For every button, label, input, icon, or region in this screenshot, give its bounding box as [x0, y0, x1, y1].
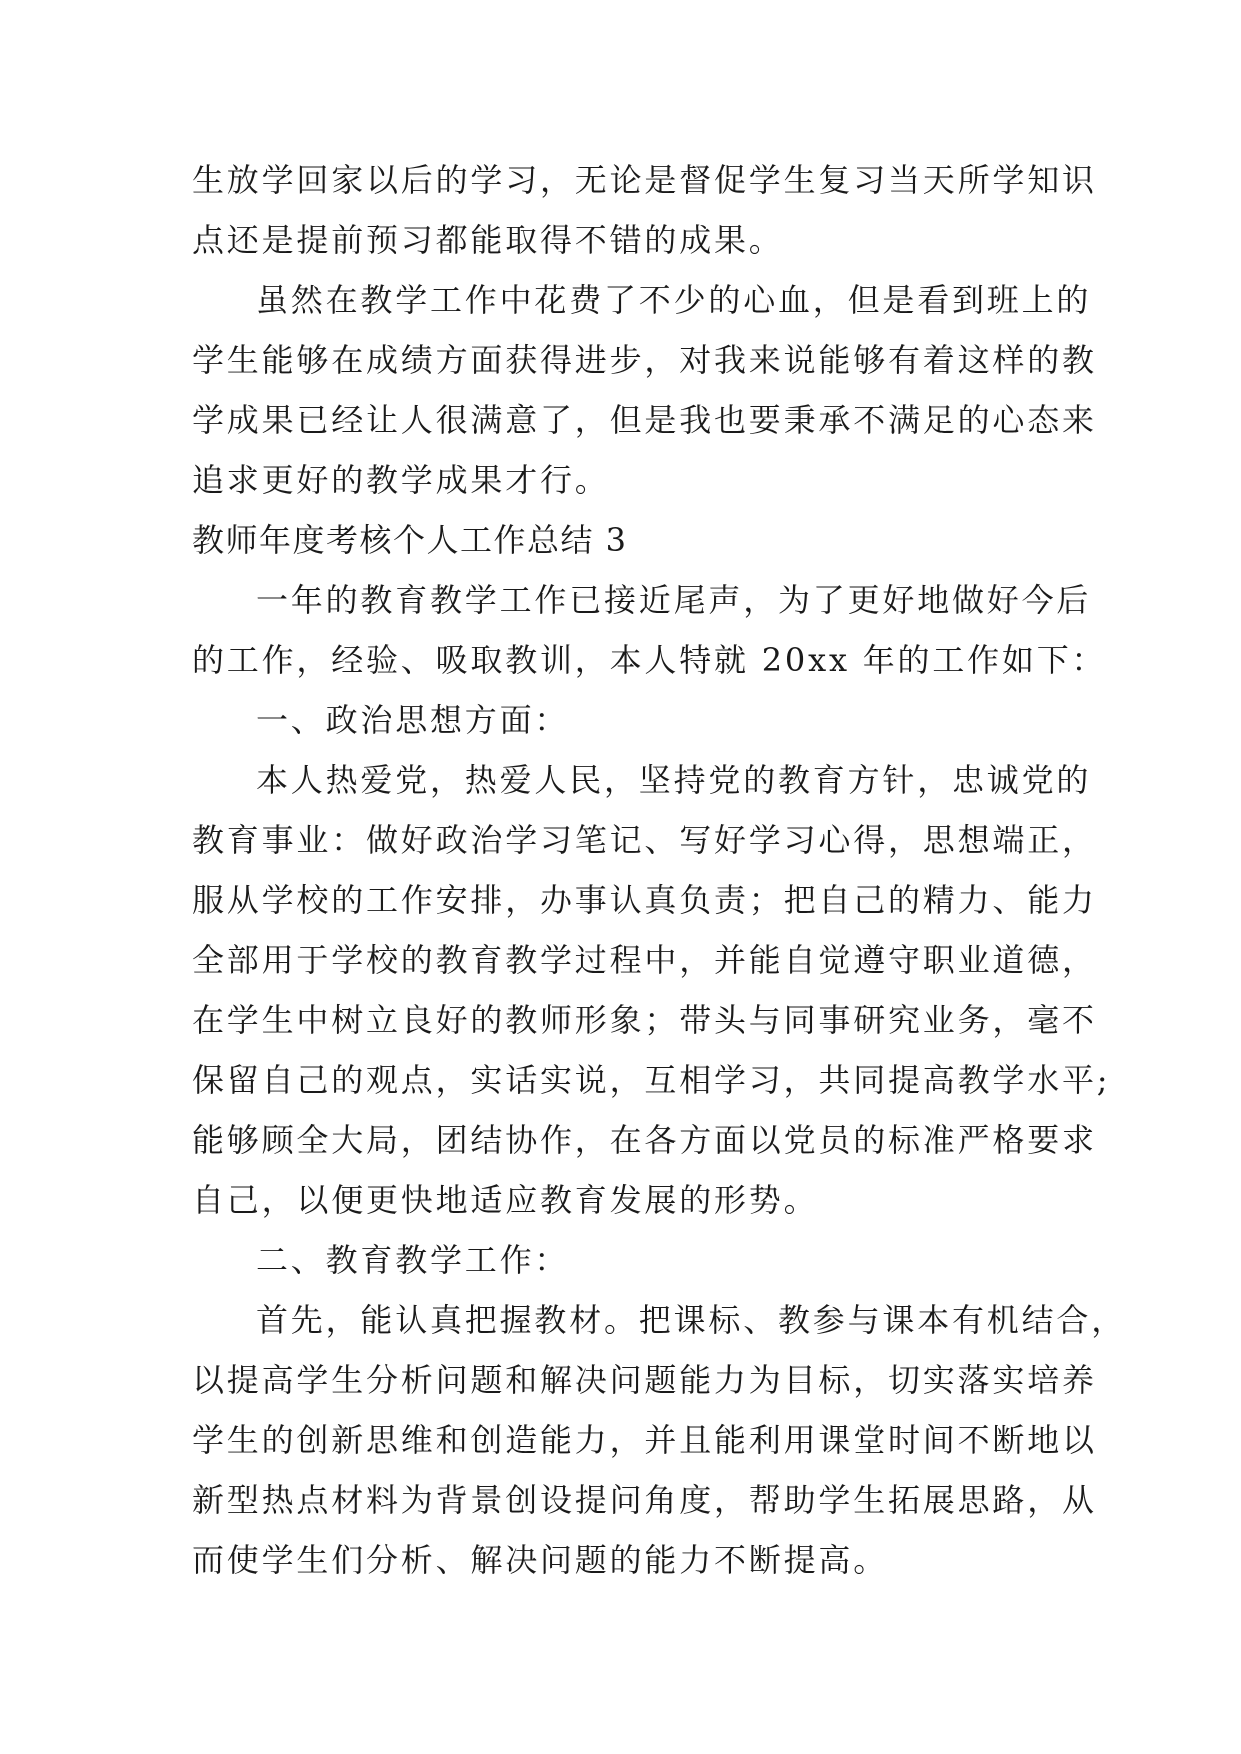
text-line: 全部用于学校的教育教学过程中，并能自觉遵守职业道德，	[192, 941, 1097, 979]
text-line: 学成果已经让人很满意了，但是我也要秉承不满足的心态来	[192, 401, 1097, 439]
text-line: 服从学校的工作安排，办事认真负责；把自己的精力、能力	[192, 881, 1097, 919]
subheading-politics: 一、政治思想方面：	[256, 701, 570, 739]
document-page	[192, 150, 1127, 1590]
text-line: 新型热点材料为背景创设提问角度，帮助学生拓展思路，从	[192, 1481, 1097, 1519]
text-line: 学生的创新思维和创造能力，并且能利用课堂时间不断地以	[192, 1421, 1097, 1459]
text-line: 首先，能认真把握教材。把课标、教参与课本有机结合，	[256, 1301, 1127, 1339]
text-line: 能够顾全大局，团结协作，在各方面以党员的标准严格要求	[192, 1121, 1097, 1159]
text-line: 追求更好的教学成果才行。	[192, 461, 610, 499]
text-line: 自己，以便更快地适应教育发展的形势。	[192, 1181, 819, 1219]
text-line: 虽然在教学工作中花费了不少的心血，但是看到班上的	[256, 281, 1092, 319]
text-line: 点还是提前预习都能取得不错的成果。	[192, 221, 784, 259]
text-line: 以提高学生分析问题和解决问题能力为目标，切实落实培养	[192, 1361, 1097, 1399]
text-line: 教育事业：做好政治学习笔记、写好学习心得，思想端正，	[192, 821, 1097, 859]
text-line: 的工作，经验、吸取教训，本人特就 20xx 年的工作如下：	[192, 641, 1107, 679]
text-line: 本人热爱党，热爱人民，坚持党的教育方针，忠诚党的	[256, 761, 1092, 799]
text-line: 生放学回家以后的学习，无论是督促学生复习当天所学知识	[192, 161, 1097, 199]
subheading-teaching: 二、教育教学工作：	[256, 1241, 570, 1279]
text-line: 学生能够在成绩方面获得进步，对我来说能够有着这样的教	[192, 341, 1097, 379]
text-line: 在学生中树立良好的教师形象；带头与同事研究业务，毫不	[192, 1001, 1097, 1039]
text-line: 保留自己的观点，实话实说，互相学习，共同提高教学水平;	[192, 1061, 1111, 1099]
section-title: 教师年度考核个人工作总结 3	[192, 521, 628, 559]
text-line: 一年的教育教学工作已接近尾声，为了更好地做好今后	[256, 581, 1092, 619]
text-line: 而使学生们分析、解决问题的能力不断提高。	[192, 1541, 889, 1579]
